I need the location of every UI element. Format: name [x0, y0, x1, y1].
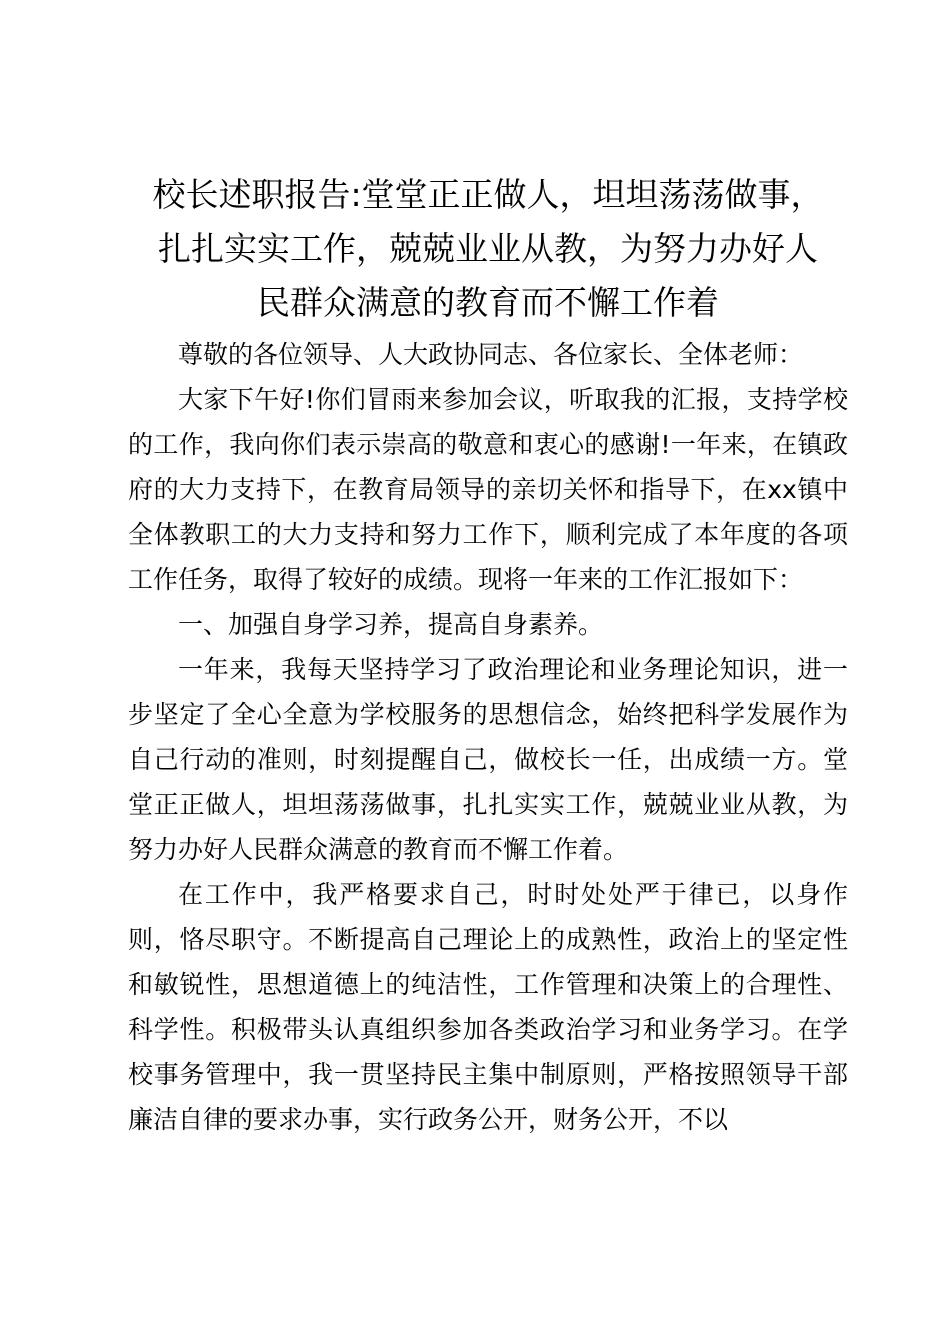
title-line-2: 扎扎实实工作，兢兢业业从教，为努力办好人 — [158, 229, 818, 268]
salutation: 尊敬的各位领导、人大政协同志、各位家长、全体老师： — [178, 340, 804, 369]
paragraph-study: 一年来，我每天坚持学习了政治理论和业务理论知识，进一步坚定了全心全意为学校服务的思想信念，始终把科学发展作为自己行动的准则，时刻提醒自己，做校长一任，出成绩一方。堂堂正正做人，坦坦荡荡做事，扎扎实实工作，兢兢业业从教，为努力办好人民群众满意的教育而不懈工作着。 — [128, 655, 848, 864]
paragraph-work: 在工作中，我严格要求自己，时时处处严于律已，以身作则，恪尽职守。不断提高自己理论上的成熟性，政治上的坚定性和敏锐性，思想道德上的纯洁性，工作管理和决策上的合理性、科学性。积极带头认真组织参加各类政治学习和业务学习。在学校事务管理中，我一贯坚持民主集中制原则，严格按照领导干部廉洁自律的要求办事，实行政务公开，财务公开，不以 — [128, 880, 848, 1134]
document-title — [128, 168, 848, 330]
section-heading-1: 一、加强自身学习养，提高自身素养。 — [178, 610, 604, 639]
title-line-1: 校长述职报告:堂堂正正做人，坦坦荡荡做事， — [152, 175, 824, 214]
title-line-3: 民群众满意的教育而不懈工作着 — [257, 283, 719, 322]
document-content — [128, 168, 848, 1142]
paragraph-intro: 大家下午好!你们冒雨来参加会议，听取我的汇报，支持学校的工作，我向你们表示崇高的敬意和衷心的感谢!一年来，在镇政府的大力支持下，在教育局领导的亲切关怀和指导下，在xx镇中全体教职工的大力支持和努力工作下，顺利完成了本年度的各项工作任务，取得了较好的成绩。现将一年来的工作汇报如下： — [128, 385, 848, 594]
